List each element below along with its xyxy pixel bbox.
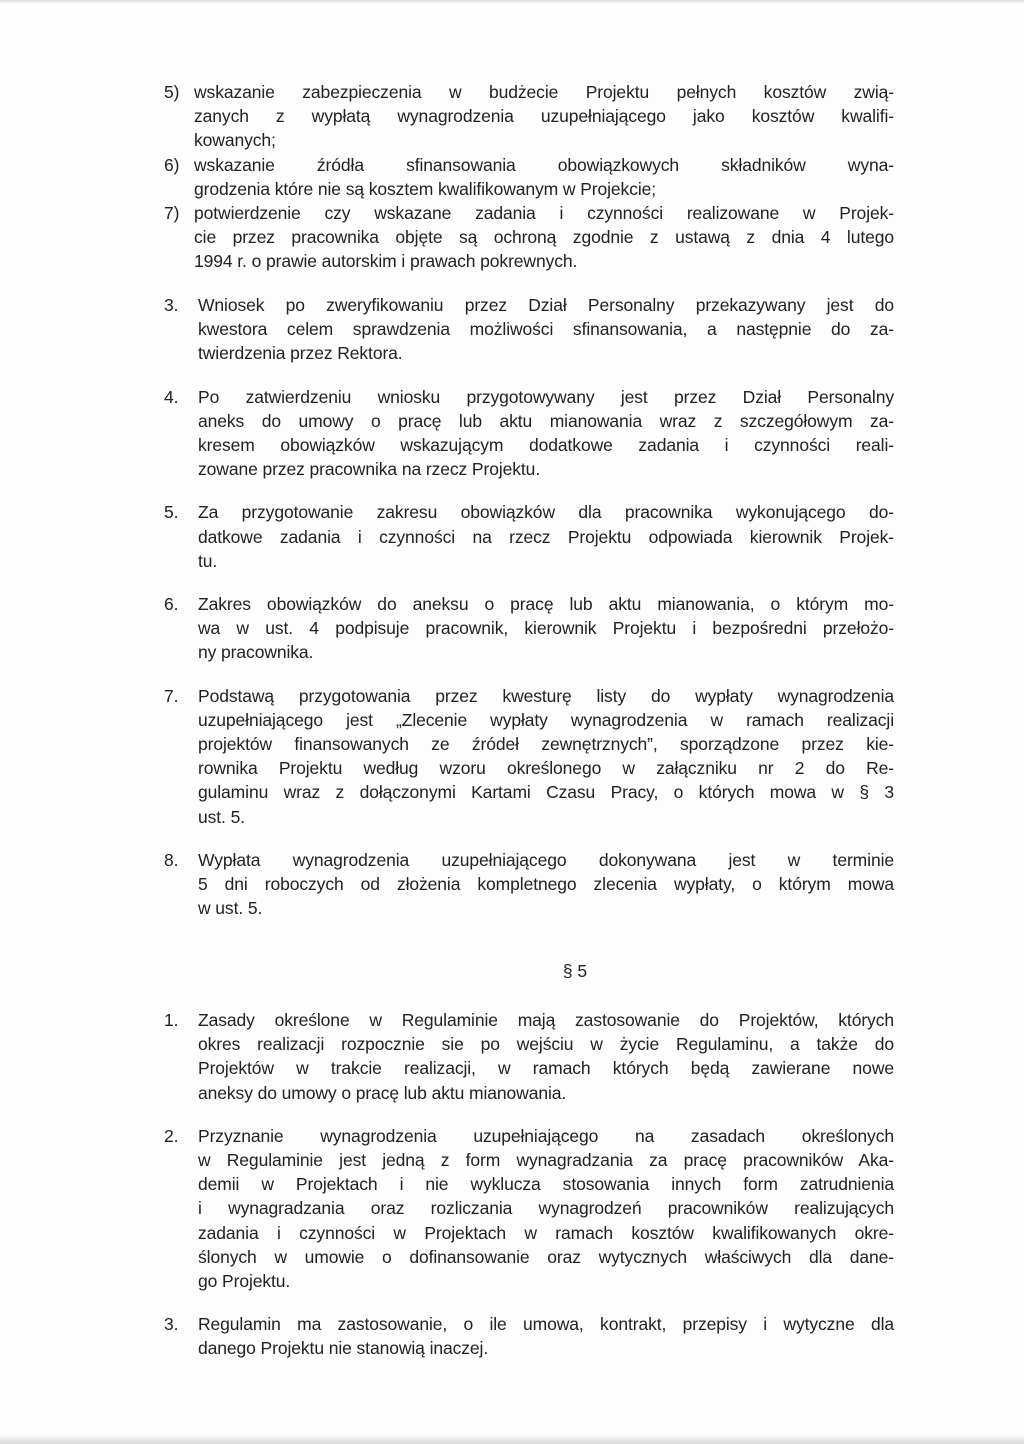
text-line: go Projektu. bbox=[198, 1271, 291, 1292]
text-line: ny pracownika. bbox=[198, 642, 314, 663]
text-line: zanych z wypłatą wynagrodzenia uzupełniającego jako kosztów kwalifi- bbox=[194, 106, 894, 127]
text-line: 1994 r. o prawie autorskim i prawach pokrewnych. bbox=[194, 251, 578, 272]
item-number: 2. bbox=[164, 1125, 179, 1146]
numbered-point bbox=[164, 1312, 894, 1360]
item-text bbox=[198, 385, 894, 482]
text-line: Podstawą przygotowania przez kwesturę listy do wypłaty wynagrodzenia bbox=[198, 685, 894, 706]
text-line: Projektów w trakcie realizacji, w ramach których będą zawierane nowe bbox=[198, 1058, 894, 1079]
text-line: Zasady określone w Regulaminie mają zastosowanie do Projektów, których bbox=[198, 1010, 894, 1030]
text-line: kowanych; bbox=[194, 130, 276, 151]
text-line: aneks do umowy o pracę lub aktu mianowania wraz z szczegółowym za- bbox=[198, 410, 894, 431]
list-item bbox=[164, 80, 894, 153]
text-line: Za przygotowanie zakresu obowiązków dla pracownika wykonującego do- bbox=[198, 502, 894, 523]
item-number: 8. bbox=[164, 849, 179, 870]
item-text bbox=[198, 684, 894, 829]
item-text bbox=[194, 201, 894, 274]
list-item bbox=[164, 153, 894, 201]
text-line: Zakres obowiązków do aneksu o pracę lub aktu mianowania, o którym mo- bbox=[198, 594, 894, 615]
item-number: 6) bbox=[164, 154, 180, 175]
numbered-point bbox=[164, 293, 894, 366]
text-line: wskazanie zabezpieczenia w budżecie Projektu pełnych kosztów zwią- bbox=[194, 82, 894, 102]
text-line: ust. 5. bbox=[198, 806, 245, 827]
text-line: ślonych w umowie o dofinansowanie oraz wytycznych właściwych dla dane- bbox=[198, 1246, 894, 1267]
text-line: Przyznanie wynagrodzenia uzupełniającego na zasadach określonych bbox=[198, 1125, 894, 1146]
list-item bbox=[164, 201, 894, 274]
numbered-point bbox=[164, 385, 894, 482]
item-number: 1. bbox=[164, 1010, 179, 1030]
item-number: 5. bbox=[164, 502, 179, 523]
item-text bbox=[194, 80, 894, 153]
item-text bbox=[194, 153, 894, 201]
item-text bbox=[198, 592, 894, 665]
text-line: okres realizacji rozpocznie sie po wejściu w życie Regulaminu, a także do bbox=[198, 1034, 894, 1055]
item-text bbox=[198, 848, 894, 921]
numbered-point bbox=[164, 684, 894, 829]
text-line: kresem obowiązków wskazującym dodatkowe zadania i czynności reali- bbox=[198, 435, 894, 456]
numbered-point bbox=[164, 848, 894, 921]
numbered-point bbox=[164, 592, 894, 665]
text-line: twierdzenia przez Rektora. bbox=[198, 343, 403, 364]
numbered-point bbox=[164, 1008, 894, 1105]
item-number: 4. bbox=[164, 386, 179, 407]
numbered-points-b bbox=[164, 1008, 894, 1361]
text-line: zadania i czynności w Projektach w ramach kosztów kwalifikowanych okre- bbox=[198, 1222, 894, 1243]
text-line: Wniosek po zweryfikowaniu przez Dział Personalny przekazywany jest do bbox=[198, 295, 894, 315]
text-line: projektów finansowanych ze źródeł zewnętrznych”, sporządzone przez kie- bbox=[198, 734, 894, 755]
item-text bbox=[198, 1008, 894, 1105]
scan-edge-top bbox=[0, 0, 1024, 4]
scan-edge-bottom bbox=[0, 1434, 1024, 1444]
item-text bbox=[198, 1124, 894, 1293]
list-items-top bbox=[164, 80, 894, 274]
item-number: 7) bbox=[164, 203, 180, 224]
text-line: Wypłata wynagrodzenia uzupełniającego dokonywana jest w terminie bbox=[198, 849, 894, 870]
text-line: demii w Projektach i nie wyklucza stosowania innych form zatrudnienia bbox=[198, 1174, 894, 1195]
item-number: 6. bbox=[164, 594, 179, 615]
text-line: Regulamin ma zastosowanie, o ile umowa, kontrakt, przepisy i wytyczne dla bbox=[198, 1314, 894, 1335]
text-line: w Regulaminie jest jedną z form wynagradzania za pracę pracowników Aka- bbox=[198, 1150, 894, 1171]
text-line: aneksy do umowy o pracę lub aktu mianowania. bbox=[198, 1082, 567, 1103]
numbered-point bbox=[164, 1124, 894, 1293]
text-line: datkowe zadania i czynności na rzecz Projektu odpowiada kierownik Projek- bbox=[198, 526, 894, 547]
text-line: kwestora celem sprawdzenia możliwości sfinansowania, a następnie do za- bbox=[198, 319, 894, 340]
numbered-point bbox=[164, 500, 894, 573]
item-number: 3. bbox=[164, 295, 179, 315]
text-line: i wynagradzania oraz rozliczania wynagrodzeń pracowników realizujących bbox=[198, 1198, 894, 1219]
section-heading: § 5 bbox=[562, 961, 588, 981]
item-text bbox=[198, 1312, 894, 1360]
text-line: zowane przez pracownika na rzecz Projektu. bbox=[198, 459, 541, 480]
text-line: 5 dni roboczych od złożenia kompletnego zlecenia wypłaty, o którym mowa bbox=[198, 874, 894, 895]
text-line: tu. bbox=[198, 550, 218, 571]
text-line: uzupełniającego jest „Zlecenie wypłaty wynagrodzenia w ramach realizacji bbox=[198, 709, 894, 730]
item-text bbox=[198, 293, 894, 366]
text-line: cie przez pracownika objęte są ochroną zgodnie z ustawą z dnia 4 lutego bbox=[194, 227, 894, 248]
text-line: rownika Projektu według wzoru określonego w załączniku nr 2 do Re- bbox=[198, 758, 894, 779]
numbered-points-a bbox=[164, 293, 894, 920]
text-line: potwierdzenie czy wskazane zadania i czynności realizowane w Projek- bbox=[194, 203, 894, 224]
text-line: w ust. 5. bbox=[198, 898, 263, 919]
item-number: 3. bbox=[164, 1314, 179, 1335]
text-line: danego Projektu nie stanowią inaczej. bbox=[198, 1338, 489, 1359]
text-line: wa w ust. 4 podpisuje pracownik, kierownik Projektu i bezpośredni przełożo- bbox=[198, 618, 894, 639]
text-line: gulaminu wraz z dołączonymi Kartami Czasu Pracy, o których mowa w § 3 bbox=[198, 782, 894, 803]
text-line: grodzenia które nie są kosztem kwalifikowanym w Projekcie; bbox=[194, 178, 657, 199]
item-text bbox=[198, 500, 894, 573]
item-number: 7. bbox=[164, 685, 179, 706]
item-number: 5) bbox=[164, 82, 180, 102]
text-line: Po zatwierdzeniu wniosku przygotowywany jest przez Dział Personalny bbox=[198, 386, 894, 407]
text-line: wskazanie źródła sfinansowania obowiązkowych składników wyna- bbox=[194, 154, 894, 175]
